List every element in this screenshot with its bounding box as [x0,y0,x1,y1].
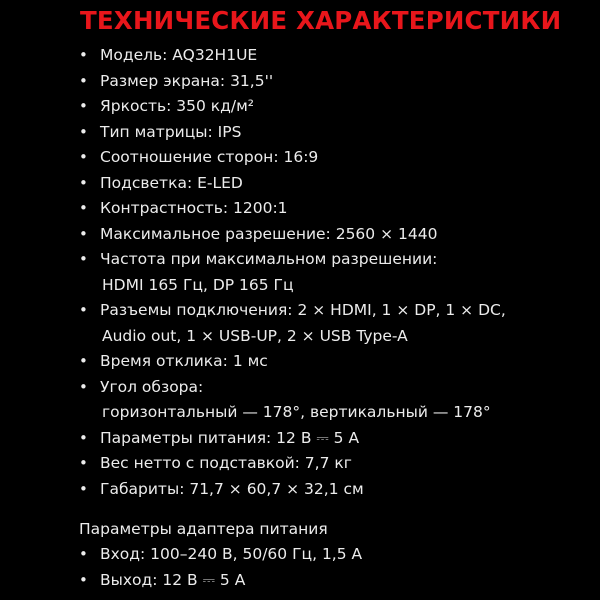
spec-text: Яркость: 350 кд/м² [100,97,255,115]
spec-item [79,171,594,197]
adapter-title: Параметры адаптера питания [79,520,328,538]
spec-item [79,298,594,349]
spec-text: Вход: 100–240 В, 50/60 Гц, 1,5 А [100,545,363,563]
bullet-icon: • [79,352,88,370]
spec-text: Подсветка: E-LED [100,173,243,192]
spec-item [79,375,594,426]
bullet-icon: • [79,71,88,90]
bullet-icon: • [79,545,88,563]
spec-item [79,43,594,69]
spec-text: Контрастность: 1200:1 [100,199,288,217]
bullet-icon: • [79,224,88,243]
spec-text: Тип матрицы: IPS [100,122,242,141]
bullet-icon: • [79,454,88,472]
spec-text: Разъемы подключения: 2 × HDMI, 1 × DP, 1 × DC, [100,301,506,319]
spec-text: Выход: 12 В ⎓ 5 А [100,570,246,589]
spec-text: Максимальное разрешение: 2560 × 1440 [100,224,438,243]
spec-item [79,145,594,171]
spec-item [79,451,594,477]
specs-list [79,43,594,502]
spec-item [79,477,594,503]
adapter-item [79,568,594,594]
spec-text-continuation: Audio out, 1 × USB-UP, 2 × USB Type-A [102,326,408,345]
spec-text: Размер экрана: 31,5'' [100,71,274,90]
page-title: ТЕХНИЧЕСКИЕ ХАРАКТЕРИСТИКИ [80,6,562,35]
bullet-icon: • [79,46,88,64]
spec-item [79,426,594,452]
spec-item [79,94,594,120]
bullet-icon: • [79,199,88,217]
spec-text: Габариты: 71,7 × 60,7 × 32,1 см [100,479,364,498]
bullet-icon: • [79,428,88,447]
spec-item [79,349,594,375]
bullet-icon: • [79,250,88,268]
bullet-icon: • [79,148,88,166]
bullet-icon: • [79,570,88,589]
spec-text-continuation: HDMI 165 Гц, DP 165 Гц [102,275,294,294]
bullet-icon: • [79,377,88,396]
spec-text-continuation: горизонтальный — 178°, вертикальный — 178° [102,403,491,421]
spec-text: Соотношение сторон: 16:9 [100,148,319,166]
bullet-icon: • [79,479,88,498]
bullet-icon: • [79,122,88,141]
spec-text: Вес нетто с подставкой: 7,7 кг [100,454,352,472]
bullet-icon: • [79,173,88,192]
spec-item [79,247,594,298]
spec-text: Угол обзора: [100,377,204,396]
spec-item [79,196,594,222]
spec-item [79,69,594,95]
adapter-item [79,542,594,568]
spec-text: Параметры питания: 12 В ⎓ 5 А [100,428,360,447]
spec-text: Время отклика: 1 мс [100,352,268,370]
bullet-icon: • [79,97,88,115]
bullet-icon: • [79,301,88,319]
spec-item [79,120,594,146]
adapter-list [79,542,594,593]
spec-text: Модель: AQ32H1UE [100,46,258,64]
spec-item [79,222,594,248]
spec-text: Частота при максимальном разрешении: [100,250,438,268]
